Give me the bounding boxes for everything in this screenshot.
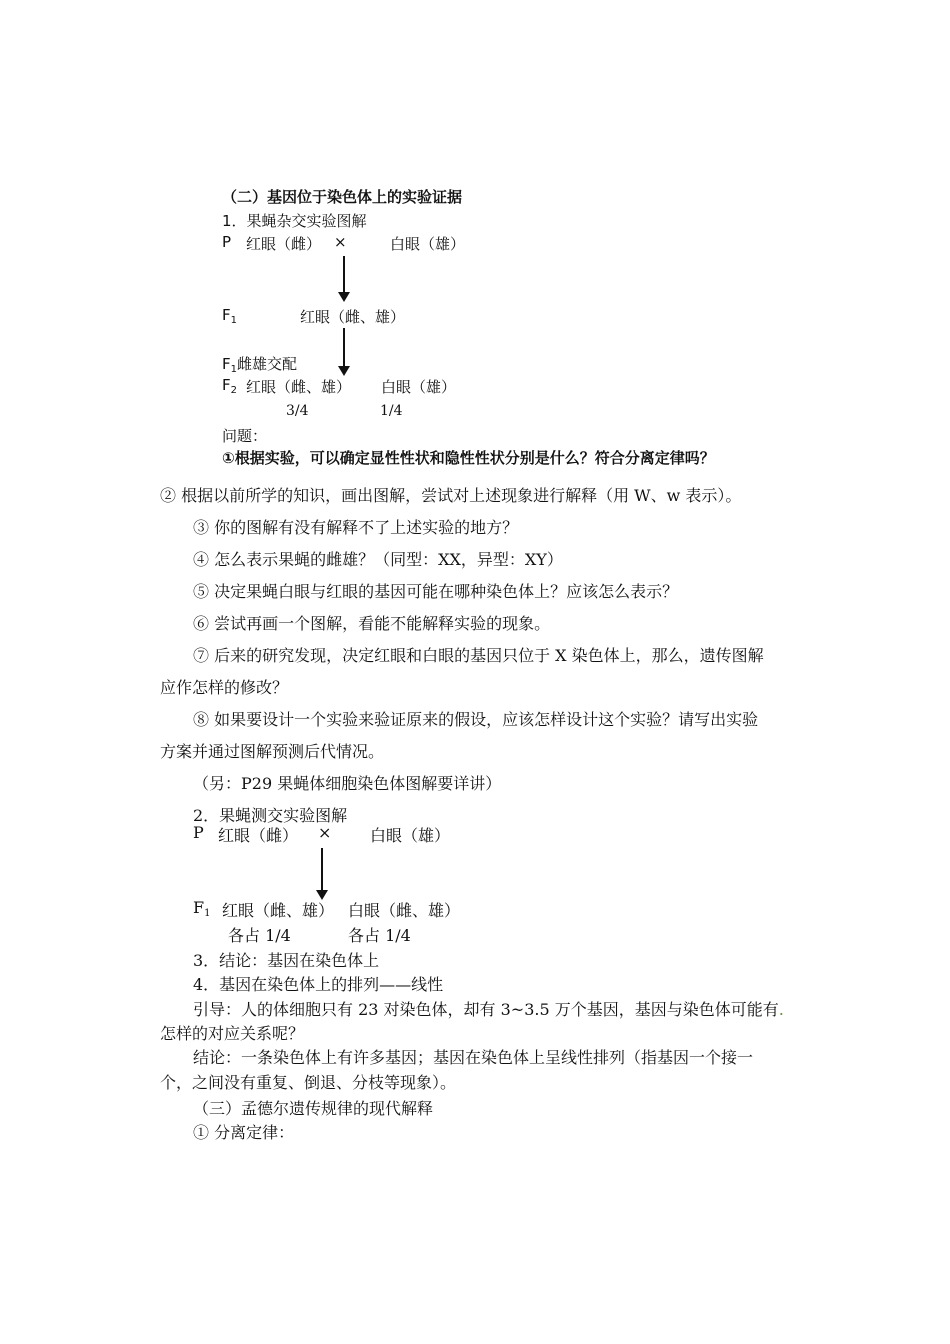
guide-line1: 引导：人的体细胞只有 23 对染色体，却有 3~3.5 万个基因，基因与染色体可能有. xyxy=(193,1000,784,1019)
ratio-white: 1/4 xyxy=(380,403,403,419)
f1-result: 红眼（雌、雄） xyxy=(300,308,406,326)
f1-mating: $F_1$雌雄交配 xyxy=(222,355,298,375)
law-1: ① 分离定律： xyxy=(193,1123,295,1142)
note: （另：P29 果蝇体细胞染色体图解要详讲） xyxy=(193,774,502,793)
testcross-f1-red: 红眼（雌、雄） xyxy=(222,901,335,920)
question-1: ①根据实验，可以确定显性性状和隐性性状分别是什么？符合分离定律吗？ xyxy=(222,449,715,467)
testcross-ratio-white: 各占 1/4 xyxy=(348,926,411,945)
testcross-title: 2．果蝇测交实验图解 xyxy=(193,806,348,825)
question-6: ⑥ 尝试再画一个图解，看能不能解释实验的现象。 xyxy=(193,614,551,633)
item1-title: 1．果蝇杂交实验图解 xyxy=(222,212,367,230)
testcross-p-label: P xyxy=(193,823,204,842)
section3-heading: （三）孟德尔遗传规律的现代解释 xyxy=(193,1099,434,1118)
f2-label: $F_2$ xyxy=(222,376,238,396)
guide-dot: . xyxy=(778,1000,784,1019)
question-2: ② 根据以前所学的知识，画出图解，尝试对上述现象进行解释（用 W、w 表示）。 xyxy=(160,486,742,505)
question-8-line1: ⑧ 如果要设计一个实验来验证原来的假设，应该怎样设计这个实验？请写出实验 xyxy=(193,710,759,729)
testcross-p-female: 红眼（雌） xyxy=(218,826,299,845)
question-7-line1: ⑦ 后来的研究发现，决定红眼和白眼的基因只位于 X 染色体上，那么，遗传图解 xyxy=(193,646,764,665)
conclusion-4: 4．基因在染色体上的排列——线性 xyxy=(193,975,444,994)
question-7-line2: 应作怎样的修改？ xyxy=(160,678,289,697)
result-line2: 个，之间没有重复、倒退、分枝等现象）。 xyxy=(160,1073,457,1092)
testcross-f1-white: 白眼（雌、雄） xyxy=(348,901,461,920)
guide-line2: 怎样的对应关系呢？ xyxy=(160,1024,305,1043)
f2-red: 红眼（雌、雄） xyxy=(246,378,352,396)
question-4: ④ 怎么表示果蝇的雌雄？（同型：XX，异型：XY） xyxy=(193,550,563,569)
testcross-p-male: 白眼（雄） xyxy=(370,826,451,845)
arrow-down-icon xyxy=(343,256,345,294)
f1-label: $F_1$ xyxy=(222,306,238,326)
section-heading: （二）基因位于染色体上的实验证据 xyxy=(222,188,463,206)
testcross-cross: × xyxy=(318,823,332,842)
result-line1: 结论：一条染色体上有许多基因；基因在染色体上呈线性排列（指基因一个接一 xyxy=(193,1048,754,1067)
cross-symbol: × xyxy=(334,233,347,251)
question-8-line2: 方案并通过图解预测后代情况。 xyxy=(160,742,385,761)
question-label: 问题： xyxy=(222,427,268,445)
p-male: 白眼（雄） xyxy=(390,235,466,253)
p-label: P xyxy=(222,233,232,251)
f2-white: 白眼（雄） xyxy=(381,378,457,396)
ratio-red: 3/4 xyxy=(286,403,309,419)
p-female: 红眼（雌） xyxy=(246,235,322,253)
testcross-f1-label: $F_1$ xyxy=(193,898,211,919)
question-5: ⑤ 决定果蝇白眼与红眼的基因可能在哪种染色体上？应该怎么表示？ xyxy=(193,582,679,601)
question-3: ③ 你的图解有没有解释不了上述实验的地方？ xyxy=(193,518,519,537)
arrow-down-icon xyxy=(321,848,323,892)
arrow-down-icon xyxy=(343,328,345,368)
testcross-ratio-red: 各占 1/4 xyxy=(228,926,291,945)
conclusion-3: 3．结论：基因在染色体上 xyxy=(193,951,380,970)
